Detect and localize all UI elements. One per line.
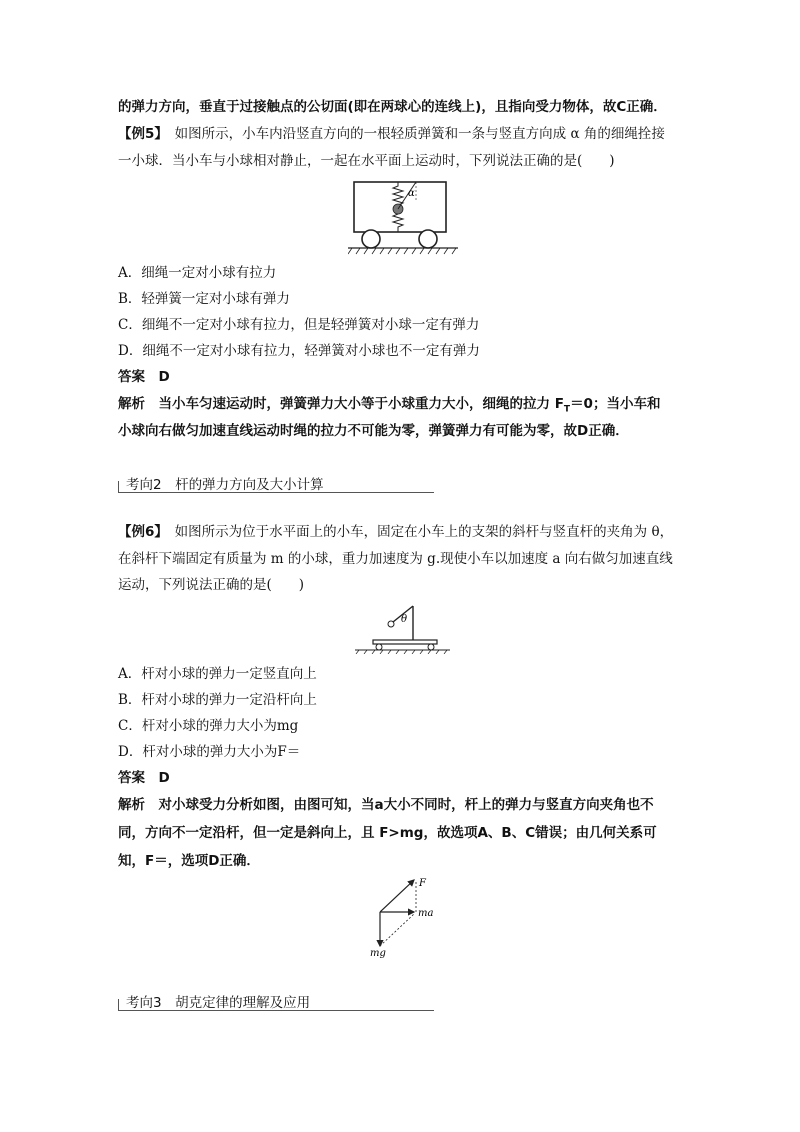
example6-tag: 【例6】 [118,524,162,540]
example5-analysis-line2: 小球向右做匀加速直线运动时绳的拉力不可能为零，弹簧弹力有可能为零，故D正确． [118,423,629,439]
example6-line1 [118,522,673,542]
example5-answer: 答案 D [118,369,170,385]
section3-tick [118,999,119,1011]
example5-analysis-text1: 当小车匀速运动时，弹簧弹力大小等于小球重力大小，细绳的拉力 F [145,396,564,412]
example5-option-d: D．细绳不一定对小球有拉力，轻弹簧对小球也不一定有弹力 [118,343,480,359]
example6-line2: 在斜杆下端固定有质量为 m 的小球，重力加速度为 g.现使小车以加速度 a 向右做匀加速直线 [118,551,673,567]
example5-tag: 【例5】 [118,126,162,142]
example5-question-text: 如图所示，小车内沿竖直方向的一根轻质弹簧和一条与竖直方向成 α 角的细绳拴接 [161,126,665,142]
section2-tick [118,481,119,493]
section3-underline [118,1010,434,1011]
force-diagram [368,874,448,960]
example5-line2: 一小球．当小车与小球相对静止，一起在水平面上运动时，下列说法正确的是( ) [118,153,615,169]
section3-label: 考向3 胡克定律的理解及应用 [126,995,311,1011]
example5-line1 [118,124,665,144]
example5-option-c: C．细绳不一定对小球有拉力，但是轻弹簧对小球一定有弹力 [118,317,480,333]
example6-analysis-line3: 知，F＝，选项D正确． [118,853,260,869]
example5-analysis-line1 [118,394,660,420]
example6-line3: 运动，下列说法正确的是( ) [118,577,305,593]
cart-spring-figure [348,178,458,258]
example5-option-a: A．细绳一定对小球有拉力 [118,265,277,281]
example6-answer: 答案 D [118,770,170,786]
theta-label: θ [401,614,408,625]
example6-option-a: A．杆对小球的弹力一定竖直向上 [118,666,317,682]
example5-analysis-text1-tail: ＝0；当小车和 [570,396,661,412]
example6-option-d: D．杆对小球的弹力大小为F＝ [118,744,301,760]
example6-analysis-label: 解析 [118,797,145,813]
alpha-label: α [408,188,415,199]
example6-analysis-line2: 同，方向不一定沿杆，但一定是斜向上，且 F>mg，故选项A、B、C错误；由几何关系可 [118,825,657,841]
example5-option-b: B．轻弹簧一定对小球有弹力 [118,291,290,307]
force-f-label: F [419,878,426,889]
example6-analysis-text1: 对小球受力分析如图，由图可知，当a大小不同时，杆上的弹力与竖直方向夹角也不 [145,797,654,813]
section2-underline [118,492,434,493]
example6-analysis-line1 [118,795,654,815]
force-ma-label: ma [418,908,434,919]
continuation-text: 的弹力方向，垂直于过接触点的公切面(即在两球心的连线上)，且指向受力物体，故C正确． [118,99,667,115]
force-mg-label: mg [370,948,386,959]
tension-subscript: T [563,404,571,415]
cart-rod-figure [355,602,450,654]
section-header-2 [118,471,434,493]
example6-option-c: C．杆对小球的弹力大小为mg [118,718,299,734]
example5-analysis-label: 解析 [118,396,145,412]
example6-option-b: B．杆对小球的弹力一定沿杆向上 [118,692,317,708]
example6-question-text: 如图所示为位于水平面上的小车，固定在小车上的支架的斜杆与竖直杆的夹角为 θ， [161,524,674,540]
section2-label: 考向2 杆的弹力方向及大小计算 [126,477,324,493]
section-header-3 [118,989,434,1011]
